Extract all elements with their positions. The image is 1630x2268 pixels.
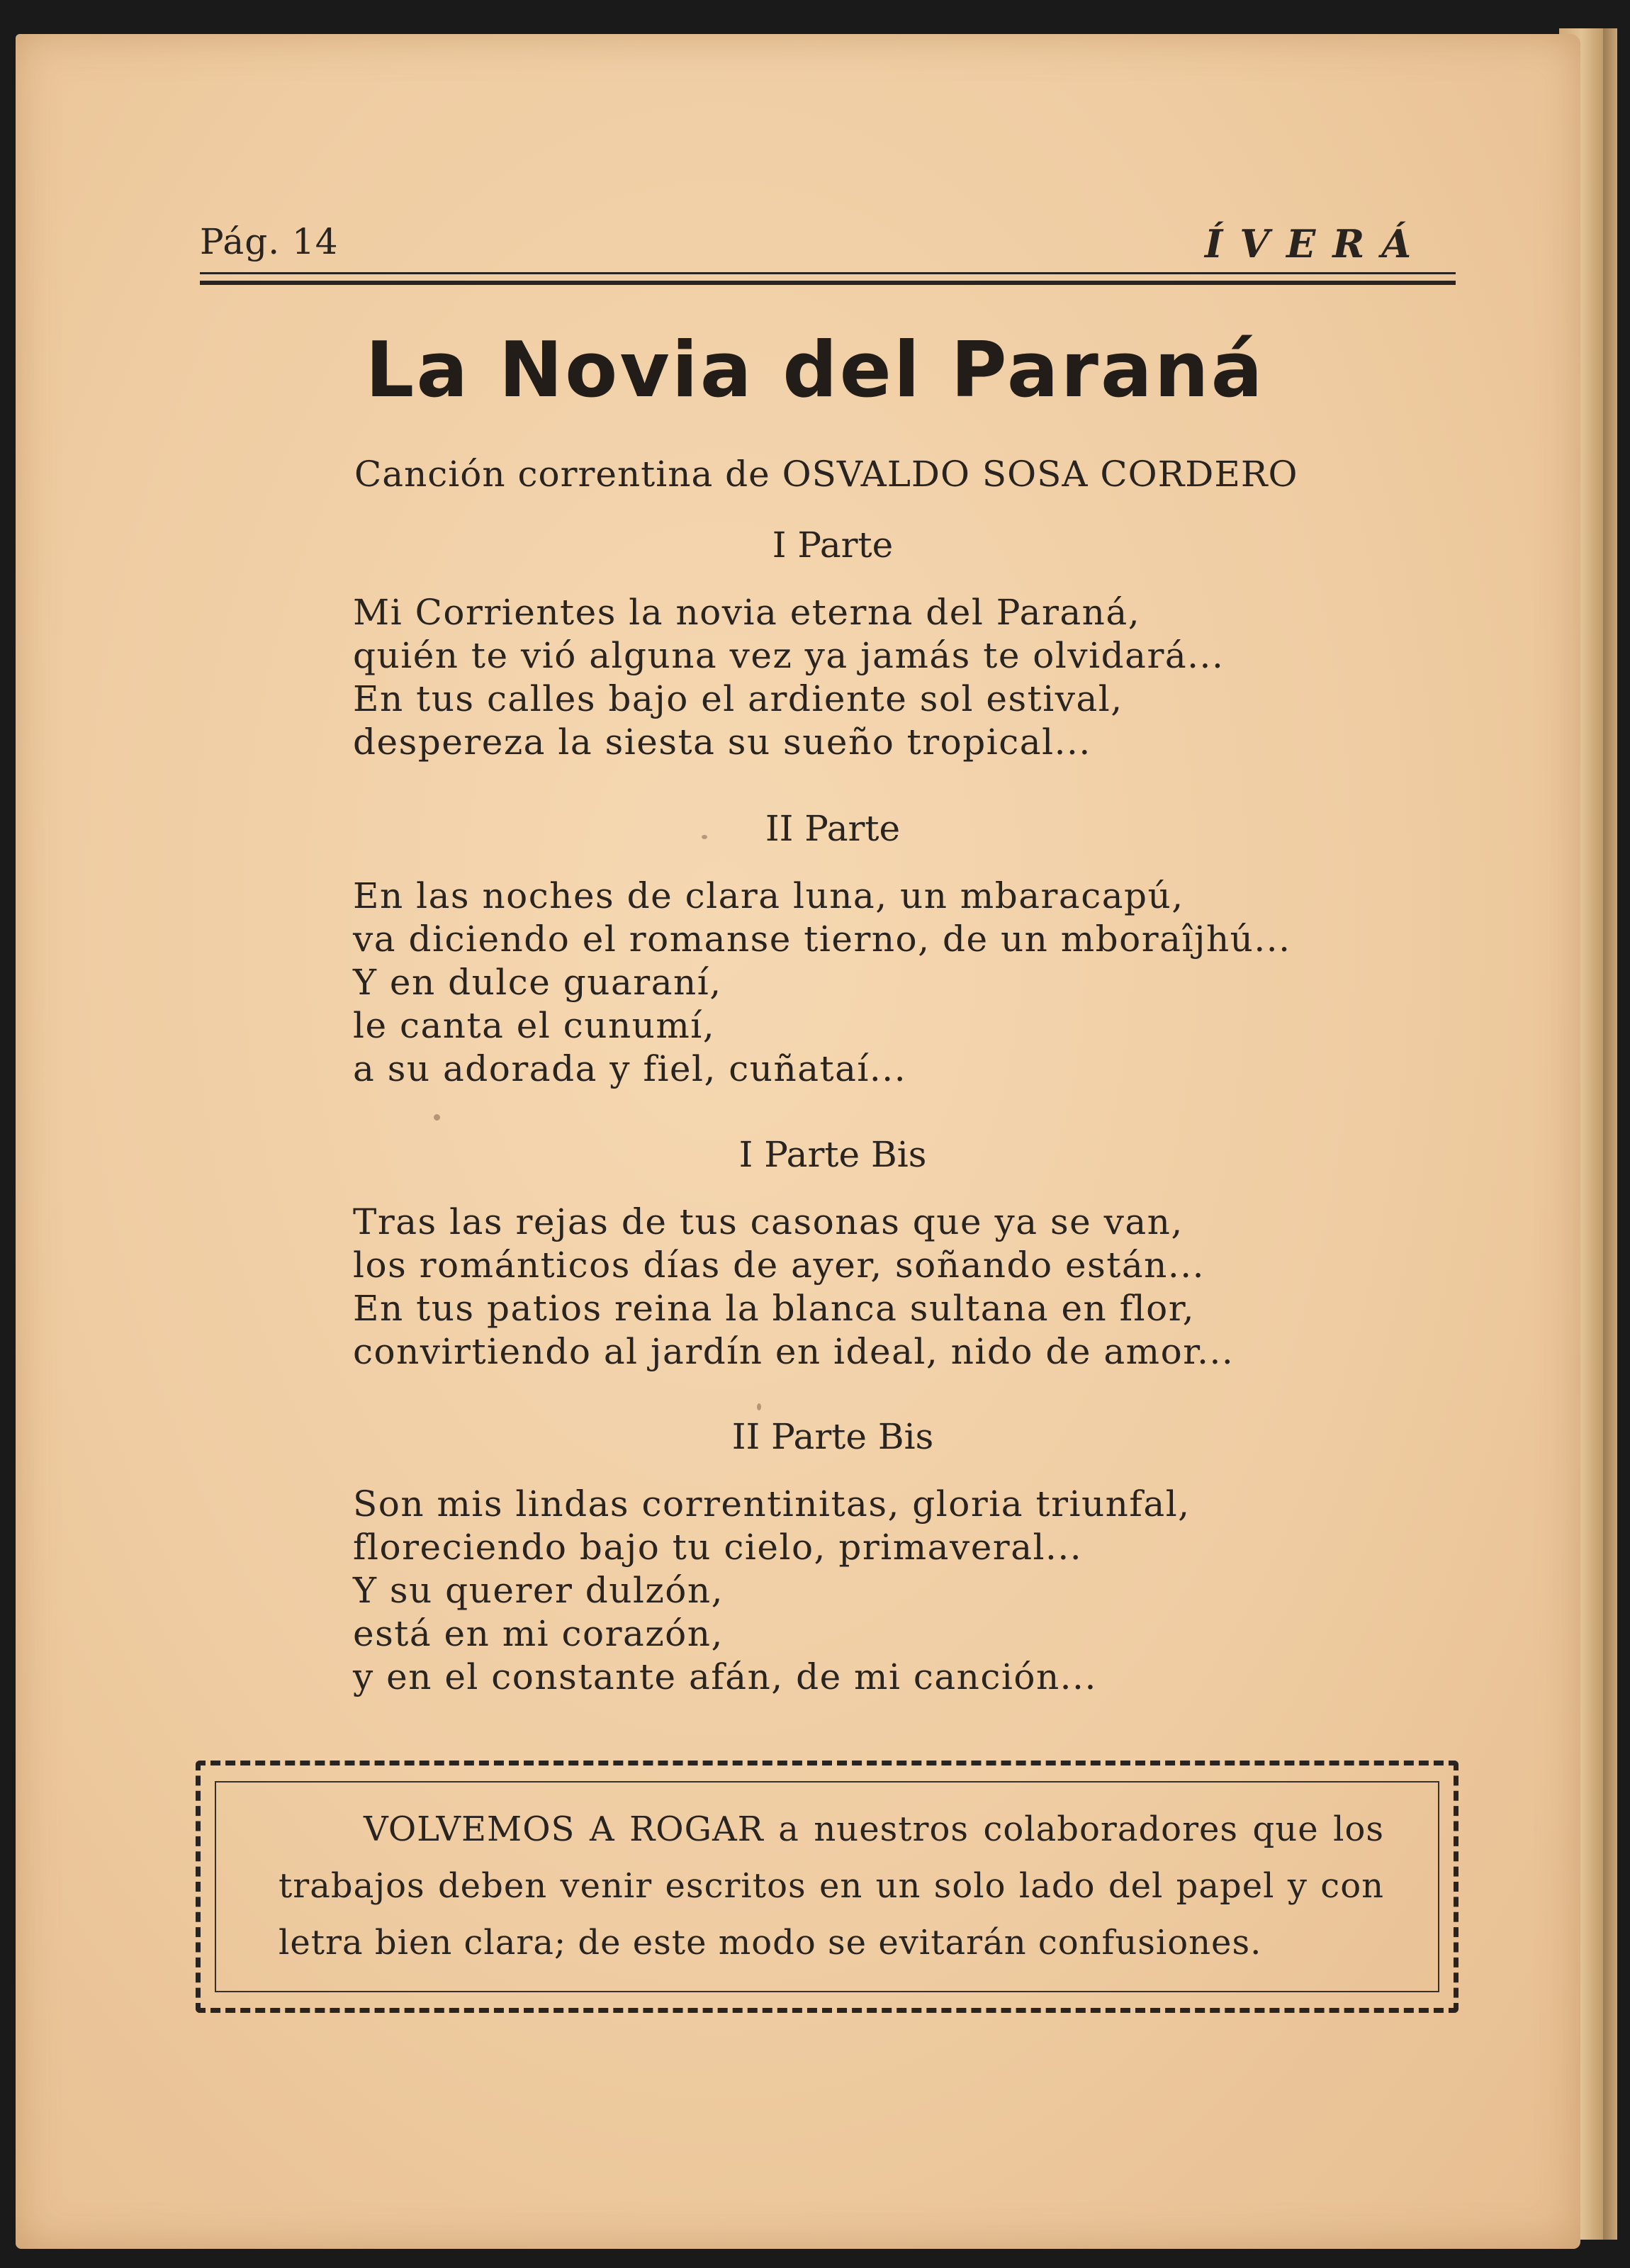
section-heading: I Parte Bis	[738, 1134, 927, 1175]
verse-line: los románticos días de ayer, soñando están...	[353, 1245, 1205, 1286]
verse-line: le canta el cunumí,	[353, 1005, 716, 1046]
verse-block	[353, 875, 1291, 1091]
verse-block	[353, 591, 1224, 764]
section-heading: II Parte	[765, 808, 901, 849]
verse-line: Y en dulce guaraní,	[353, 962, 722, 1003]
verse-line: Son mis lindas correntinitas, gloria triunfal,	[353, 1483, 1191, 1525]
journal-name: ÍVERÁ	[1205, 221, 1429, 266]
ink-speck	[757, 1403, 761, 1410]
ink-speck	[434, 1114, 440, 1121]
verse-line: está en mi corazón,	[353, 1613, 724, 1654]
article-subtitle: Canción correntina de OSVALDO SOSA CORDERO	[354, 454, 1298, 495]
verse-line: En tus patios reina la blanca sultana en flor,	[353, 1288, 1196, 1329]
verse-block	[353, 1483, 1191, 1699]
notice-text: VOLVEMOS A ROGAR a nuestros colaboradores que los trabajos deben venir escritos en un solo lado del papel y con letra bien clara; de este modo se evitarán confusiones.	[279, 1809, 1384, 1963]
verse-line: En tus calles bajo el ardiente sol estival,	[353, 678, 1123, 719]
verse-line: En las noches de clara luna, un mbaracapú,	[353, 875, 1184, 916]
verse-line: floreciendo bajo tu cielo, primaveral...	[353, 1527, 1083, 1568]
section-heading: II Parte Bis	[731, 1416, 934, 1457]
verse-line: Mi Corrientes la novia eterna del Paraná,	[353, 592, 1141, 633]
verse-line: Y su querer dulzón,	[353, 1570, 724, 1611]
verse-line: convirtiendo al jardín en ideal, nido de amor...	[353, 1331, 1235, 1372]
verse-line: quién te vió alguna vez ya jamás te olvidará...	[353, 635, 1225, 676]
verse-line: y en el constante afán, de mi canción...	[353, 1656, 1097, 1697]
verse-block	[353, 1201, 1234, 1374]
ink-speck	[702, 835, 707, 839]
header-rule-thick	[200, 281, 1456, 285]
verse-line: despereza la siesta su sueño tropical...	[353, 722, 1091, 763]
notice-box	[196, 1761, 1458, 2013]
section-heading: I Parte	[772, 524, 894, 566]
verse-line: a su adorada y fiel, cuñataí...	[353, 1048, 907, 1089]
header-rule-thin	[200, 272, 1456, 274]
page-number: Pág. 14	[200, 221, 339, 262]
verse-line: Tras las rejas de tus casonas que ya se van,	[353, 1201, 1184, 1242]
verse-line: va diciendo el romanse tierno, de un mboraîjhú...	[353, 919, 1291, 960]
article-title: La Novia del Paraná	[365, 326, 1265, 415]
